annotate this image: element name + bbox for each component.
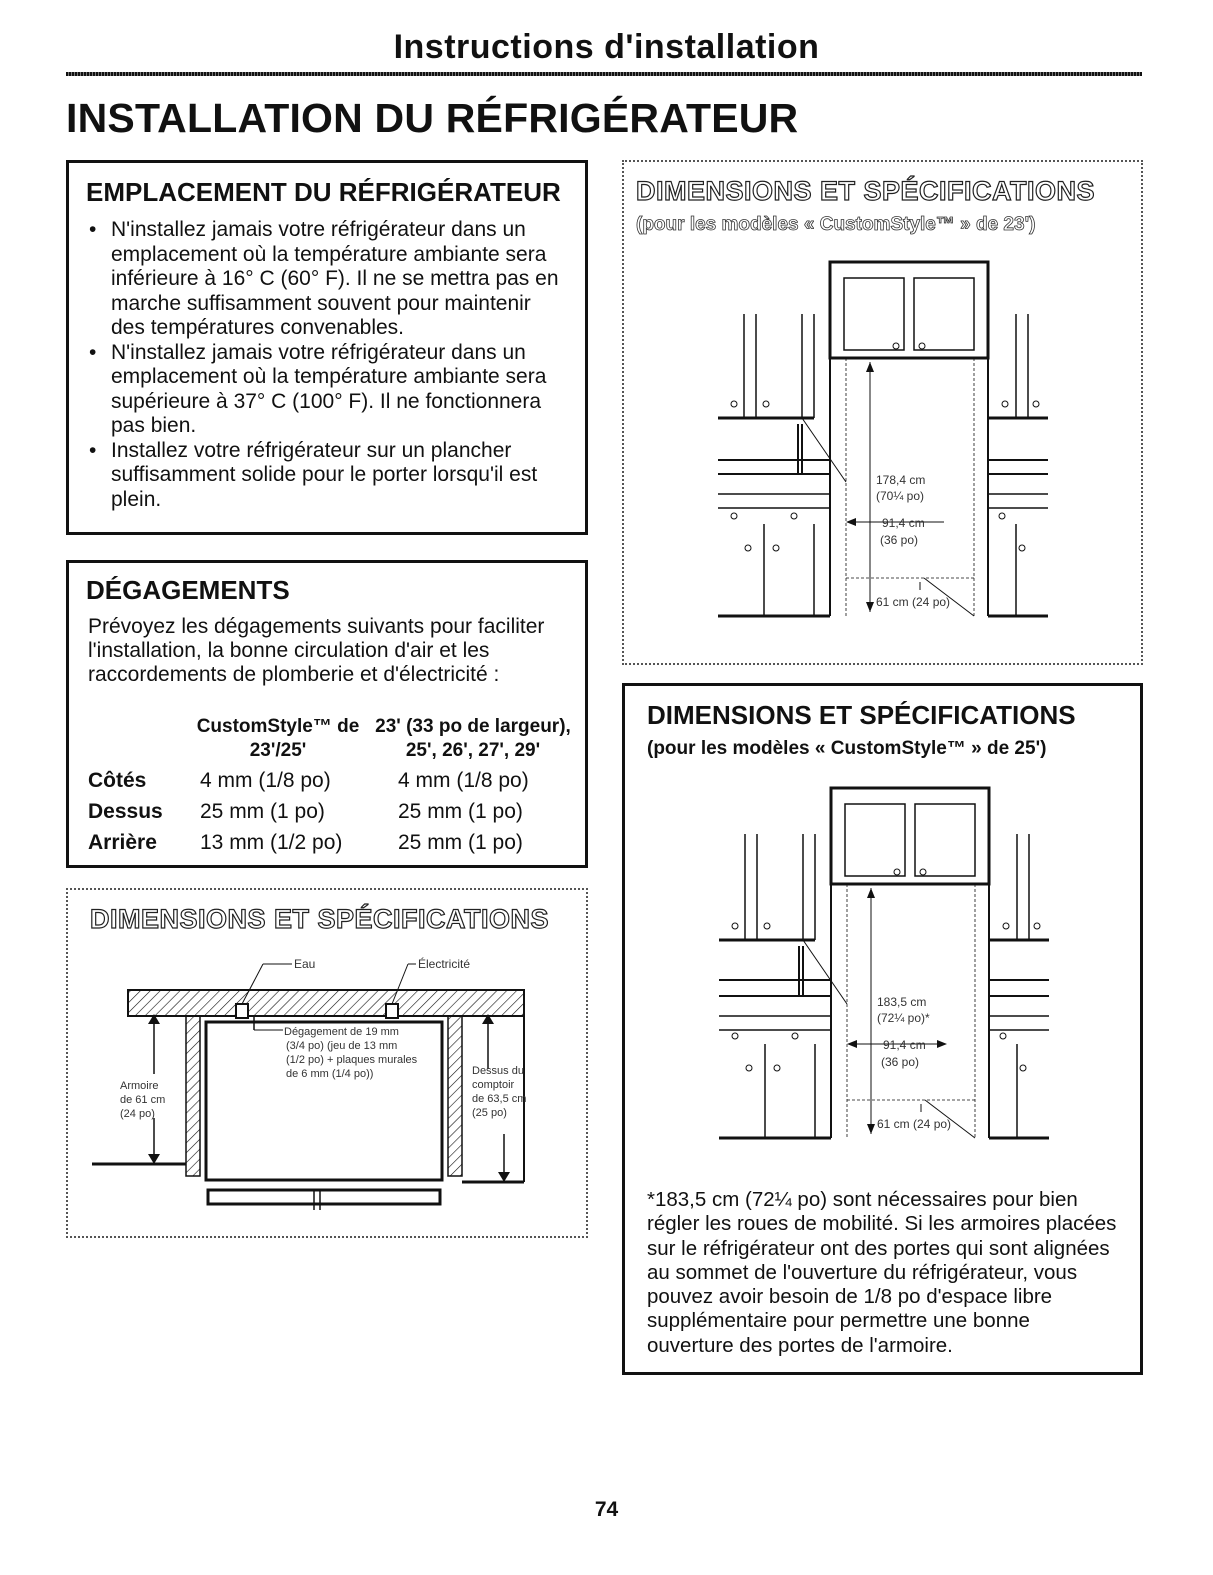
spec25-footnote: *183,5 cm (72¼ po) sont nécessaires pour bien régler les roues de mobilité. Si les armoires placées sur le réfrigérateur ont des portes qui sont alignées au sommet de l'ouverture du réfrigérateur, vous pouvez avoir besoin de 1/8 po d'espace libre supplémentaire pour permettre une bonne ouverture des portes de l'armoire.: [647, 1188, 1117, 1357]
spec25-subtitle: (pour les modèles « CustomStyle™ » de 25'): [647, 738, 1047, 759]
clearances-box: [66, 560, 588, 868]
top-view-title: DIMENSIONS ET SPÉCIFICATIONS: [90, 904, 550, 934]
electric-label: Électricité: [418, 957, 471, 971]
spec25-diagram: [625, 768, 1140, 1168]
spec25-width-2: (36 po): [881, 1055, 920, 1069]
door-outline: [208, 1190, 440, 1204]
page-number: 74: [594, 1498, 619, 1521]
header-rule: [66, 72, 1142, 76]
counter-label-4: (25 po): [472, 1107, 507, 1119]
table-row: Dessus 25 mm (1 po) 25 mm (1 po): [88, 800, 523, 823]
cabinet-label-1: Armoire: [120, 1080, 159, 1092]
electric-outlet: [386, 1004, 398, 1018]
spec23-diagram: [624, 242, 1141, 662]
clearance-note-4: de 6 mm (1/4 po)): [286, 1068, 374, 1080]
spec23-height-1: 178,4 cm: [876, 473, 926, 487]
table-row: Arrière 13 mm (1/2 po) 25 mm (1 po): [88, 831, 523, 854]
col2-header: 23' (33 po de largeur), 25', 26', 27', 29': [375, 716, 571, 761]
wall-hatch: [128, 990, 524, 1016]
spec23-height-2: (70¼ po): [876, 489, 925, 503]
col1-header: CustomStyle™ de 23'/25': [196, 716, 360, 761]
spec25-height-1: 183,5 cm: [877, 995, 927, 1009]
section-header: Instructions d'installation: [393, 28, 820, 66]
water-outlet: [236, 1004, 248, 1018]
location-title: EMPLACEMENT DU RÉFRIGÉRATEUR: [86, 177, 561, 207]
spec25-title: DIMENSIONS ET SPÉCIFICATIONS: [647, 700, 1076, 730]
list-item: • N'installez jamais votre réfrigérateur dans un emplacement où la température ambiante sera inférieure à 16° C (60° F). Il ne se mettra pas en marche suffisamment souvent pour maintenir des températures convenables.: [89, 218, 567, 341]
cabinet-label-3: (24 po): [120, 1108, 155, 1120]
top-view-box: [66, 888, 588, 1238]
spec23-subtitle: (pour les modèles « CustomStyle™ » de 23'): [636, 214, 1036, 235]
counter-label-1: Dessus du: [472, 1065, 524, 1077]
spec25-depth: 61 cm (24 po): [877, 1117, 952, 1131]
top-view-diagram: [68, 934, 586, 1234]
list-item: • Installez votre réfrigérateur sur un plancher suffisamment solide pour le porter lorsqu'il est plein.: [89, 439, 567, 513]
spec25-height-2: (72¼ po)*: [877, 1011, 930, 1025]
clearances-title: DÉGAGEMENTS: [86, 575, 290, 605]
list-item: • N'installez jamais votre réfrigérateur dans un emplacement où la température ambiante sera supérieure à 37° C (100° F). Il ne fonctionnera pas bien.: [89, 341, 567, 439]
counter-label-2: comptoir: [472, 1079, 515, 1091]
page-title: INSTALLATION DU RÉFRIGÉRATEUR: [66, 95, 799, 141]
clearance-note-3: (1/2 po) + plaques murales: [286, 1054, 418, 1066]
spec23-box: [622, 160, 1143, 665]
cabinet-label-2: de 61 cm: [120, 1094, 166, 1106]
table-row: Côtés 4 mm (1/8 po) 4 mm (1/8 po): [88, 769, 529, 792]
spec23-title: DIMENSIONS ET SPÉCIFICATIONS: [636, 176, 1096, 206]
location-box: [66, 160, 588, 535]
spec25-box: [622, 683, 1143, 1375]
clearances-intro: Prévoyez les dégagements suivants pour faciliter l'installation, la bonne circulation d'air et les raccordements de plomberie et d'électricité :: [88, 615, 545, 686]
spec23-width-1: 91,4 cm: [882, 516, 925, 530]
spec23-depth: 61 cm (24 po): [876, 595, 951, 609]
counter-label-3: de 63,5 cm: [472, 1093, 527, 1105]
clearance-note-1: Dégagement de 19 mm: [284, 1026, 399, 1038]
clearance-note-2: (3/4 po) (jeu de 13 mm: [286, 1040, 398, 1052]
spec23-width-2: (36 po): [880, 533, 919, 547]
spec25-width-1: 91,4 cm: [883, 1038, 926, 1052]
clearances-table: [88, 715, 578, 862]
water-label: Eau: [294, 957, 316, 971]
location-bullets: [89, 218, 567, 512]
